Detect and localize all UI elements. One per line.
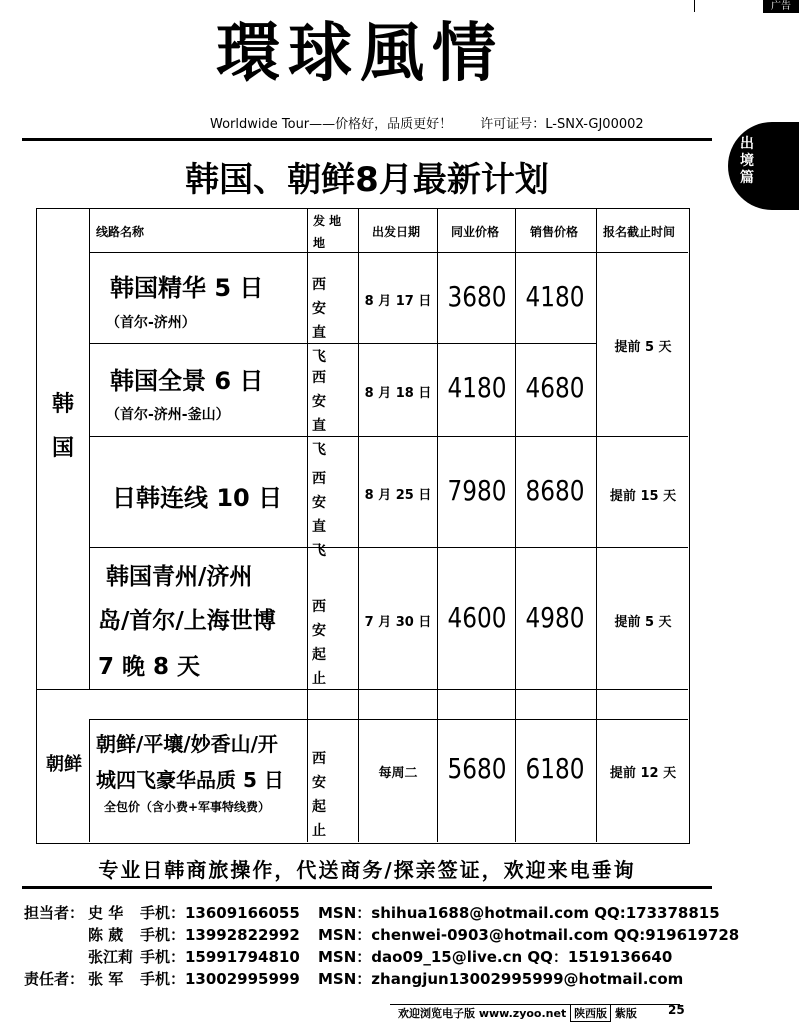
col-line-depart xyxy=(358,208,359,842)
contact-label: 担当者： xyxy=(24,904,85,922)
depart-date: 每周二 xyxy=(378,766,418,781)
depart-date: 8 月 25 日 xyxy=(364,488,432,503)
tagline-text: Worldwide Tour——价格好，品质更好！ xyxy=(210,117,453,132)
row-line-2 xyxy=(89,436,688,437)
header-depart-2: 地 xyxy=(313,236,326,250)
sale-price: 6180 xyxy=(525,752,585,785)
contact-name: 陈 葳 xyxy=(88,926,124,944)
contact-msn-qq: MSN：zhangjun13002995999@hotmail.com xyxy=(318,970,684,988)
edition-name: 紫版 xyxy=(614,1007,637,1020)
depart-city: 西安起止 xyxy=(312,599,336,687)
peer-price: 7980 xyxy=(447,474,507,507)
deadline: 提前 15 天 xyxy=(609,489,677,504)
route-name: 韩国精华 5 日 xyxy=(110,274,264,302)
depart-city: 西安直飞 xyxy=(312,370,336,458)
contact-phone: 手机：15991794810 xyxy=(140,948,300,966)
route-sub: （首尔-济州-釜山） xyxy=(106,407,230,423)
route-name-line-2: 岛/首尔/上海世博 xyxy=(98,608,276,634)
contact-name: 张 军 xyxy=(88,970,124,988)
peer-price: 4600 xyxy=(447,601,507,634)
contact-row xyxy=(24,968,683,990)
col-line-date xyxy=(437,208,438,842)
peer-price: 3680 xyxy=(447,280,507,313)
row-line-header xyxy=(89,252,688,253)
route-name: 日韩连线 10 日 xyxy=(112,484,283,512)
route-name-line-2: 城四飞豪华品质 5 日 xyxy=(96,768,284,792)
contact-msn-qq: MSN：shihua1688@hotmail.com QQ:173378815 xyxy=(318,904,720,922)
contact-row xyxy=(24,946,672,968)
footer-slogan: 专业日韩商旅操作，代送商务/探亲签证，欢迎来电垂询 xyxy=(98,858,636,882)
contact-row xyxy=(24,924,739,946)
contact-phone: 手机：13002995999 xyxy=(140,970,300,988)
route-name-line-1: 韩国青州/济州 xyxy=(106,564,253,590)
header-deadline: 报名截止时间 xyxy=(603,225,676,239)
edition-box: 陕西版 xyxy=(570,1004,611,1022)
bottom-bar xyxy=(398,1004,637,1022)
header-sale-price: 销售价格 xyxy=(530,225,579,239)
license-number: 许可证号：L-SNX-GJ00002 xyxy=(480,117,644,132)
route-sub: （首尔-济州） xyxy=(106,315,196,331)
contact-name: 史 华 xyxy=(88,904,124,922)
row-line-4 xyxy=(36,689,688,690)
header-route: 线路名称 xyxy=(96,225,145,239)
col-line-peer xyxy=(515,208,516,842)
contact-label: 责任者： xyxy=(24,970,85,988)
route-sub: 全包价（含小费+军事特线费） xyxy=(104,800,271,814)
region-korea: 韩国 xyxy=(51,392,74,461)
sale-price: 4680 xyxy=(525,371,585,404)
footer-rule xyxy=(22,886,712,889)
route-name-line-1: 朝鲜/平壤/妙香山/开 xyxy=(96,732,278,756)
sale-price: 8680 xyxy=(525,474,585,507)
tagline xyxy=(210,113,644,132)
corner-line xyxy=(694,0,695,12)
deadline: 提前 5 天 xyxy=(614,340,672,355)
depart-city: 西安直飞 xyxy=(312,277,336,365)
row-line-5 xyxy=(89,719,688,720)
header-date: 出发日期 xyxy=(372,225,421,239)
peer-price: 5680 xyxy=(447,752,507,785)
depart-date: 7 月 30 日 xyxy=(364,615,432,630)
contact-phone: 手机：13609166055 xyxy=(140,904,300,922)
contact-phone: 手机：13992822992 xyxy=(140,926,300,944)
header-rule xyxy=(22,138,712,141)
deadline: 提前 5 天 xyxy=(614,615,672,630)
sale-price: 4180 xyxy=(525,280,585,313)
depart-date: 8 月 17 日 xyxy=(364,294,432,309)
website-text: 欢迎浏览电子版 www.zyoo.net xyxy=(398,1007,567,1020)
peer-price: 4180 xyxy=(447,371,507,404)
sale-price: 4980 xyxy=(525,601,585,634)
section-tab xyxy=(728,122,799,210)
depart-date: 8 月 18 日 xyxy=(364,386,432,401)
ad-tag: 广告 xyxy=(763,0,799,13)
contact-msn-qq: MSN：dao09_15@live.cn QQ：1519136640 xyxy=(318,948,673,966)
deadline: 提前 12 天 xyxy=(609,766,677,781)
header-peer-price: 同业价格 xyxy=(451,225,500,239)
header-depart-1: 发 地 xyxy=(313,214,342,228)
col-line-sale xyxy=(596,208,597,842)
contact-msn-qq: MSN：chenwei-0903@hotmail.com QQ:919619728 xyxy=(318,926,740,944)
col-line-region-2 xyxy=(89,719,90,842)
page-number: 25 xyxy=(668,1003,685,1017)
plan-title: 韩国、朝鲜8月最新计划 xyxy=(185,160,549,200)
region-dprk: 朝鲜 xyxy=(46,754,82,775)
section-tab-label: 出境篇 xyxy=(740,136,754,186)
col-line-region xyxy=(89,208,90,689)
contact-name: 张江莉 xyxy=(88,948,134,966)
route-name: 韩国全景 6 日 xyxy=(110,367,264,395)
brand-title: 環球風情 xyxy=(216,16,504,91)
row-line-3 xyxy=(89,547,688,548)
contact-row xyxy=(24,902,720,924)
depart-city: 西安起止 xyxy=(312,751,336,839)
col-line-route xyxy=(307,208,308,842)
route-name-line-3: 7 晚 8 天 xyxy=(98,654,201,680)
depart-city: 西安直飞 xyxy=(312,471,336,559)
